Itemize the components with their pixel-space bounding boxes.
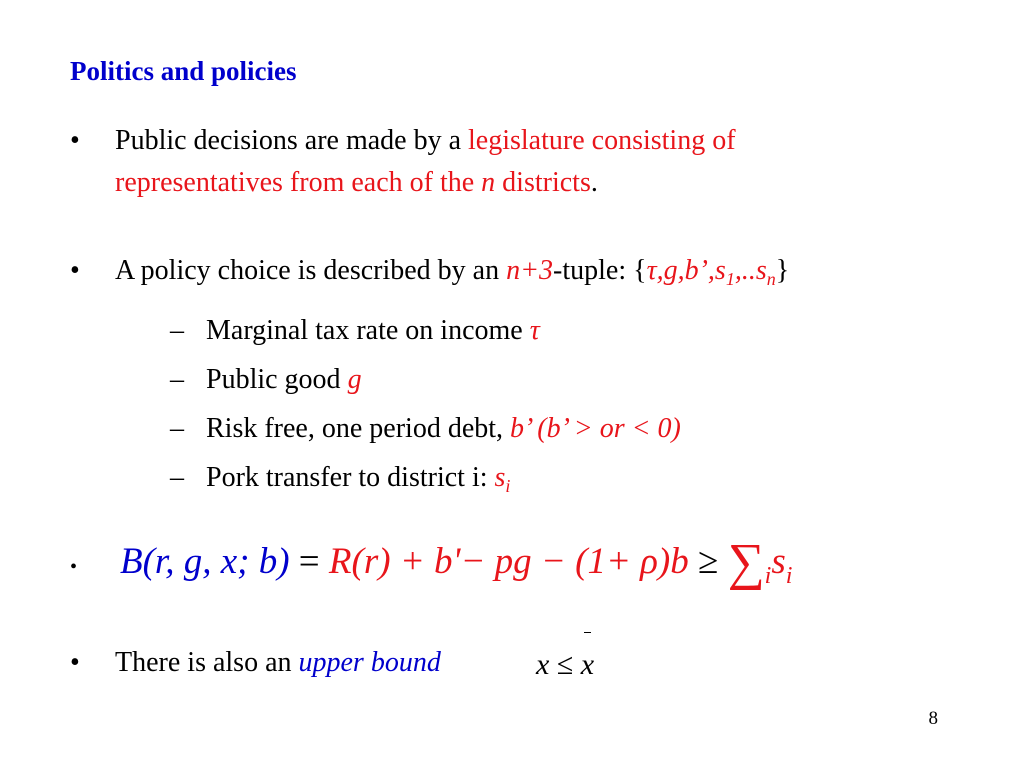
text-segment: Public decisions are made by a <box>115 125 469 156</box>
highlight-text: districts <box>495 167 591 198</box>
text-segment: A policy choice is described by an <box>115 255 507 286</box>
bullet-marker: • <box>70 647 80 678</box>
bullet-marker: • <box>70 125 80 156</box>
tuple-vars: ,..s <box>734 255 767 286</box>
upper-bound-formula <box>536 644 594 686</box>
bullet-marker: • <box>70 556 78 578</box>
formula-eq: = <box>289 541 329 582</box>
text-segment: -tuple: { <box>553 255 647 286</box>
subitem-pork-transfer <box>170 458 510 498</box>
subscript: n <box>766 269 776 289</box>
subitem-tax-rate <box>170 311 540 351</box>
subitem-text: Risk free, one period debt, <box>206 413 511 444</box>
formula-xbar: x <box>581 644 594 686</box>
bullet-marker: • <box>70 255 80 286</box>
subitem-text: Marginal tax rate on income <box>206 315 530 346</box>
text-segment: There is also an <box>115 647 299 678</box>
subitem-text: Public good <box>206 364 348 395</box>
variable-n: n <box>481 167 496 198</box>
subitem-var: s <box>494 462 506 493</box>
subscript: 1 <box>725 269 735 289</box>
subitem-public-good <box>170 360 362 400</box>
upper-bound-term: upper bound <box>298 647 441 678</box>
highlight-text: representatives from each of the <box>115 167 482 198</box>
dash-marker: – <box>170 364 184 395</box>
formula-x: x <box>536 648 550 681</box>
page-number: 8 <box>928 708 938 729</box>
bullet-text <box>115 120 736 204</box>
subscript: i <box>505 476 511 496</box>
sum-subscript: i <box>764 563 772 589</box>
bullet-text <box>115 250 789 292</box>
bullet-text <box>115 642 441 684</box>
dash-marker: – <box>170 462 184 493</box>
formula-s: s <box>771 541 786 582</box>
text-segment: } <box>775 255 790 286</box>
tuple-size: n+3 <box>506 255 554 286</box>
dash-marker: – <box>170 315 184 346</box>
tuple-vars: τ,g,b’,s <box>646 255 726 286</box>
formula-rhs: R(r) + b'− pg − (1+ ρ)b <box>328 541 689 582</box>
budget-constraint-formula <box>120 534 792 591</box>
highlight-text: legislature consisting of <box>468 125 736 156</box>
formula-lhs: B(r, g, x; b) <box>120 541 290 582</box>
summation-symbol: ∑ <box>727 534 765 591</box>
subitem-var: b’ (b’ > or < 0) <box>510 413 681 444</box>
s-subscript: i <box>785 563 793 589</box>
dash-marker: – <box>170 413 184 444</box>
text-segment: . <box>590 167 598 198</box>
subitem-text: Pork transfer to district i: <box>206 462 495 493</box>
subitem-var: τ <box>529 315 540 346</box>
subitem-var: g <box>347 364 362 395</box>
formula-leq: ≤ <box>549 648 581 681</box>
formula-geq: ≥ <box>688 541 728 582</box>
subitem-debt <box>170 409 681 449</box>
slide-title: Politics and policies <box>70 56 297 86</box>
